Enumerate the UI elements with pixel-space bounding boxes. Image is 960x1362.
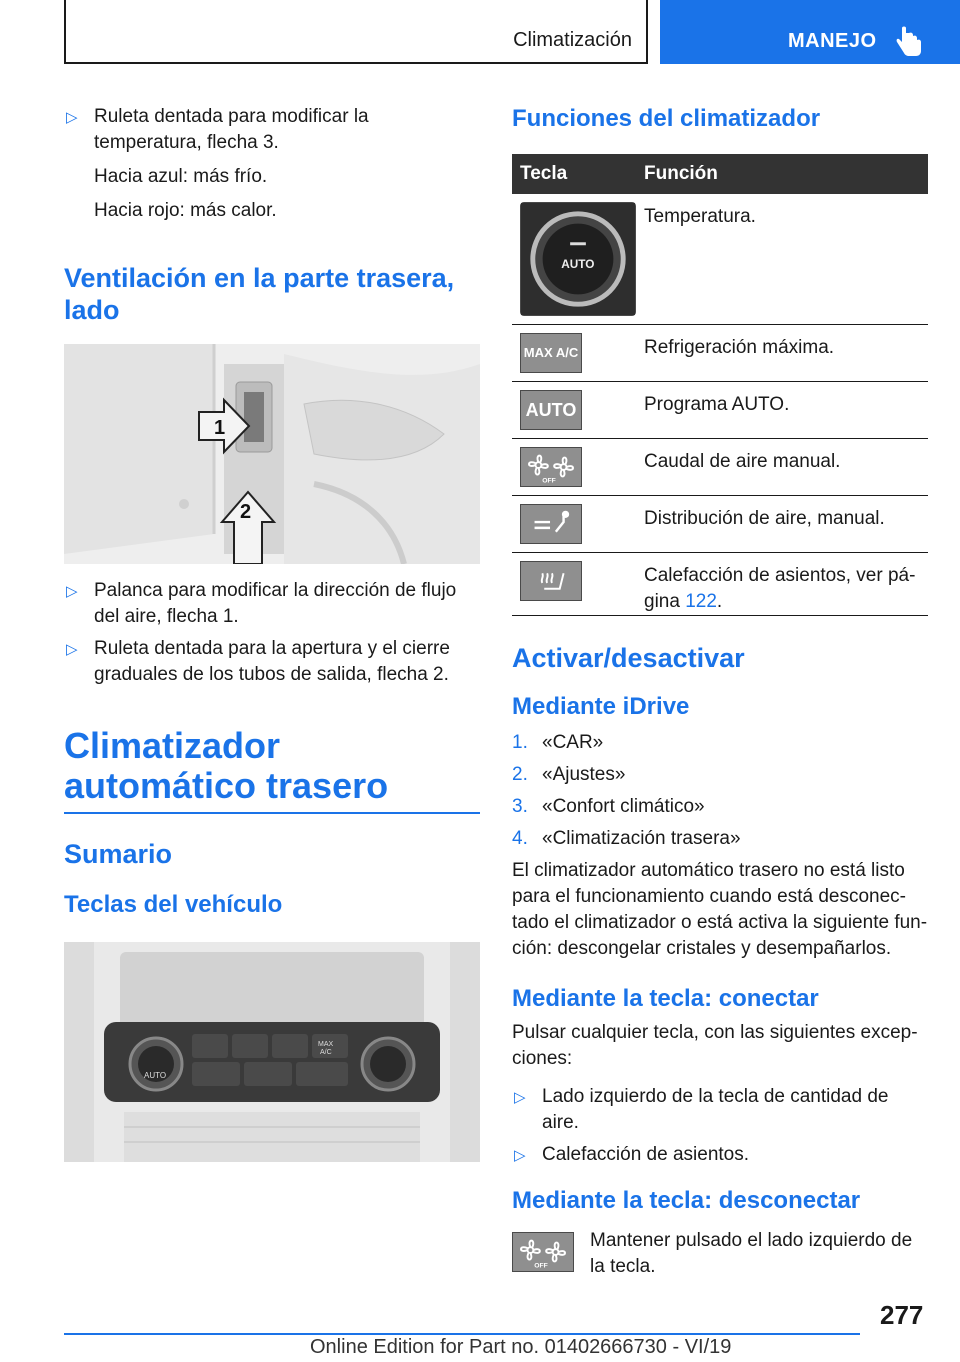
triangle-bullet-icon: ▷: [514, 1147, 526, 1164]
list-item: ▷ Calefacción de asientos.: [512, 1142, 928, 1168]
col-header-key: Tecla: [512, 154, 636, 194]
summary-heading: Sumario: [64, 839, 173, 869]
table-header-row: [512, 154, 928, 194]
functions-heading: Funciones del climatizador: [512, 105, 821, 132]
header-section-box: [64, 0, 648, 64]
triangle-bullet-icon: ▷: [66, 583, 78, 600]
vent-heading: Ventilación en la parte trasera, lado: [64, 263, 455, 325]
steps-list: [512, 730, 928, 852]
callout-1: 1: [214, 417, 226, 439]
table-row: [512, 439, 928, 496]
svg-text:A/C: A/C: [320, 1049, 332, 1056]
list-item: 1. «CAR»: [512, 732, 604, 753]
page-reference-link[interactable]: 122: [685, 591, 717, 612]
auto-icon: AUTO: [520, 390, 582, 430]
table-row: [512, 382, 928, 439]
fan-icon: [520, 447, 582, 487]
rear-panel-illustration: [64, 942, 480, 1162]
svg-text:AUTO: AUTO: [561, 257, 595, 271]
table-row: [512, 325, 928, 382]
pointing-hand-icon: [896, 26, 922, 56]
seat-heating-icon: [520, 561, 582, 601]
left-column: [64, 100, 480, 1162]
rear-control-panel-photo: [64, 942, 480, 1162]
triangle-bullet-icon: ▷: [66, 641, 78, 658]
temp-line-cold: Hacia azul: más frío.: [94, 166, 268, 187]
key-off-text: Mantener pulsado el lado izquierdo de la tecla.: [590, 1230, 913, 1277]
header-section-title: Climatización: [513, 29, 632, 51]
table-row: [512, 496, 928, 553]
list-item: ▷ Ruleta dentada para modificar la temperatura, flecha 3.: [66, 106, 369, 153]
triangle-bullet-icon: ▷: [66, 109, 78, 126]
fan-off-icon: [512, 1232, 574, 1272]
rear-vent-illustration: [64, 344, 480, 564]
idrive-heading: Mediante iDrive: [512, 693, 690, 720]
list-item: ▷ Ruleta dentada para la apertura y el cierre graduales de los tubos de salida, flecha 2.: [66, 638, 450, 685]
function-text: Distribución de aire, manual.: [636, 496, 928, 553]
triangle-bullet-icon: ▷: [514, 1089, 526, 1106]
col-header-function: Función: [636, 154, 928, 194]
rear-vent-photo: [64, 344, 480, 564]
list-item: ▷ Lado izquierdo de la tecla de cantidad de aire.: [514, 1086, 889, 1133]
svg-text:AUTO: AUTO: [144, 1071, 167, 1080]
right-column: [512, 100, 928, 1284]
header-chapter-tab[interactable]: [660, 0, 960, 64]
temperature-knob-icon: [520, 202, 636, 316]
list-item: ▷ Palanca para modificar la dirección de flujo del aire, flecha 1.: [66, 580, 457, 627]
page-number: 277: [880, 1300, 924, 1330]
function-text: Calefacción de asientos, ver pá-gina: [644, 565, 916, 612]
list-item: 3. «Confort climático»: [512, 796, 705, 817]
svg-text:OFF: OFF: [534, 1262, 548, 1270]
function-text: Refrigeración máxima.: [636, 325, 928, 382]
callout-2: 2: [240, 501, 252, 523]
list-item: 4. «Climatización trasera»: [512, 828, 741, 849]
function-text: Temperatura.: [636, 194, 928, 325]
activate-heading: Activar/desactivar: [512, 643, 745, 673]
function-text: Programa AUTO.: [636, 382, 928, 439]
svg-text:OFF: OFF: [542, 477, 556, 485]
table-row: [512, 194, 928, 325]
header-chapter-title: MANEJO: [788, 30, 877, 52]
max-ac-icon: MAX A/C: [520, 333, 582, 373]
main-heading: Climatizador automático trasero: [64, 726, 480, 814]
key-on-text: Pulsar cualquier tecla, con las siguientes excep-ciones:: [512, 1022, 918, 1069]
key-off-heading: Mediante la tecla: desconectar: [512, 1187, 861, 1214]
functions-table: [512, 154, 928, 616]
table-row: Calefacción de asientos, ver pá-gina 122.: [512, 553, 928, 616]
function-text: Caudal de aire manual.: [636, 439, 928, 496]
footer-divider: [64, 1333, 860, 1335]
air-distribution-icon: [520, 504, 582, 544]
footer-edition: Online Edition for Part no. 01402666730 - VI/19: [310, 1336, 732, 1358]
list-item: 2. «Ajustes»: [512, 764, 626, 785]
key-on-heading: Mediante la tecla: conectar: [512, 985, 819, 1012]
idrive-note: El climatizador automático trasero no está listo para el funcionamiento cuando está desconec-tado el climatizador o está activa la siguiente fun-ción: descongelar cristales y desempañarlos.: [512, 860, 928, 959]
svg-text:MAX: MAX: [318, 1041, 334, 1048]
keys-heading: Teclas del vehículo: [64, 891, 283, 918]
temp-line-warm: Hacia rojo: más calor.: [94, 200, 277, 221]
